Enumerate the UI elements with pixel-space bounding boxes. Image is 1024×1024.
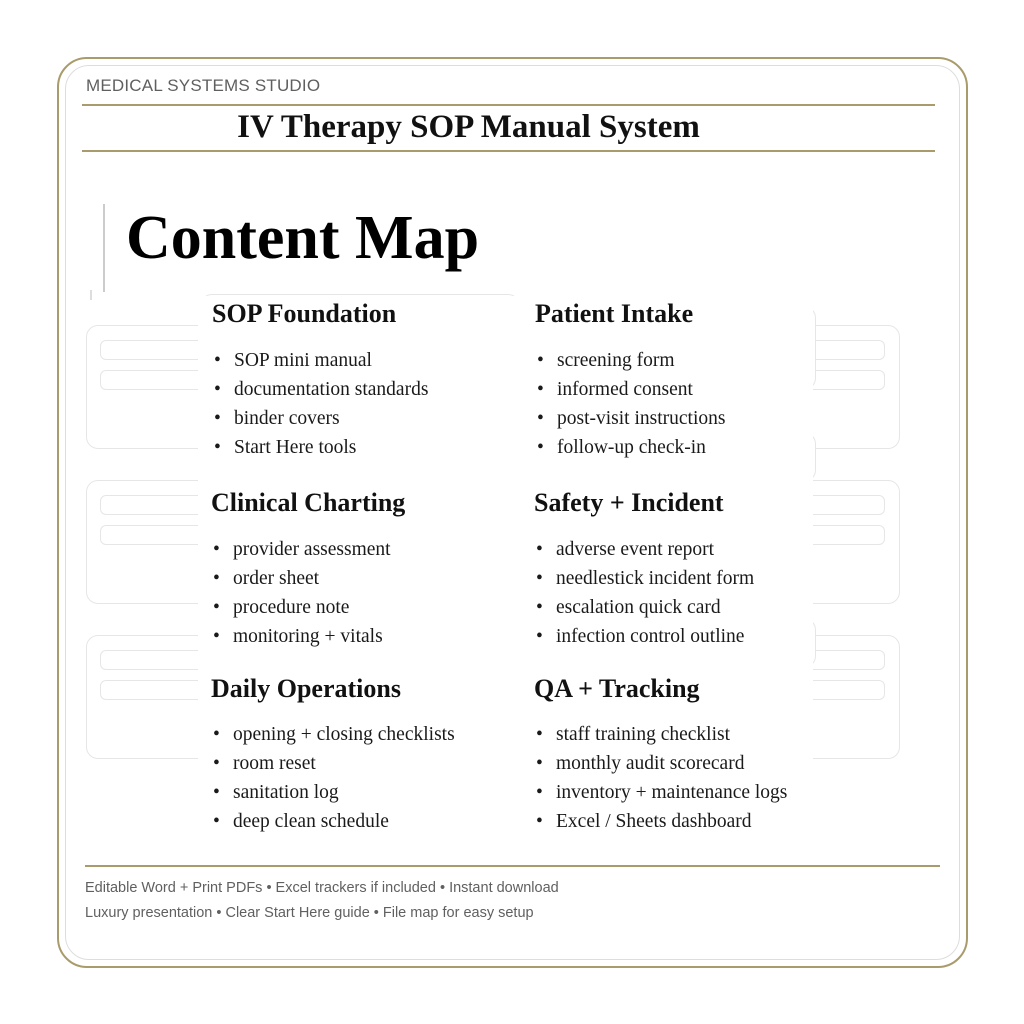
bullet-icon: • <box>213 811 220 832</box>
footer-features-line: Editable Word + Print PDFs • Excel trackers if included • Instant download <box>85 880 559 896</box>
bullet-icon: • <box>213 568 220 589</box>
list-item-label: binder covers <box>234 408 340 429</box>
content-map-heading: Content Map <box>126 204 480 272</box>
section-list <box>212 346 428 462</box>
list-item-label: monthly audit scorecard <box>556 753 745 774</box>
list-item-label: documentation standards <box>234 379 429 400</box>
list-item-label: order sheet <box>233 568 320 589</box>
bullet-icon: • <box>536 626 543 647</box>
list-item-label: provider assessment <box>233 539 391 560</box>
list-item-label: Excel / Sheets dashboard <box>556 811 752 832</box>
heading-accent-bar <box>103 204 105 292</box>
list-item <box>211 720 455 749</box>
bullet-icon: • <box>537 408 544 429</box>
list-item <box>211 807 455 836</box>
list-item-label: informed consent <box>557 379 693 400</box>
list-item <box>211 593 391 622</box>
list-item-label: infection control outline <box>556 626 745 647</box>
ghost-line <box>100 525 210 545</box>
list-item-label: adverse event report <box>556 539 715 560</box>
list-item <box>534 622 754 651</box>
section-title: Daily Operations <box>211 674 401 703</box>
list-item <box>535 433 725 462</box>
section-title: Patient Intake <box>535 299 694 328</box>
section-list <box>534 720 787 836</box>
footer-benefits-line: Luxury presentation • Clear Start Here guide • File map for easy setup <box>85 905 534 921</box>
list-item-label: SOP mini manual <box>234 350 372 371</box>
list-item-label: staff training checklist <box>556 724 731 745</box>
list-item <box>212 375 428 404</box>
list-item <box>212 346 428 375</box>
bullet-icon: • <box>536 597 543 618</box>
list-item <box>211 564 391 593</box>
bullet-icon: • <box>214 379 221 400</box>
bullet-icon: • <box>213 597 220 618</box>
list-item <box>534 564 754 593</box>
bullet-icon: • <box>536 782 543 803</box>
bullet-icon: • <box>536 811 543 832</box>
list-item <box>211 622 391 651</box>
section-title: Safety + Incident <box>534 488 724 517</box>
list-item <box>534 778 787 807</box>
list-item <box>211 778 455 807</box>
page-title: IV Therapy SOP Manual System <box>237 109 700 145</box>
section-title: Clinical Charting <box>211 488 406 517</box>
bullet-icon: • <box>214 350 221 371</box>
bullet-icon: • <box>213 539 220 560</box>
bullet-icon: • <box>213 782 220 803</box>
list-item <box>534 720 787 749</box>
list-item-label: follow-up check-in <box>557 437 706 458</box>
footer-divider <box>85 865 940 867</box>
bullet-icon: • <box>213 724 220 745</box>
list-item-label: post-visit instructions <box>557 408 726 429</box>
list-item-label: deep clean schedule <box>233 811 389 832</box>
list-item <box>211 749 455 778</box>
list-item-label: inventory + maintenance logs <box>556 782 788 803</box>
list-item-label: opening + closing checklists <box>233 724 455 745</box>
bullet-icon: • <box>213 753 220 774</box>
bullet-icon: • <box>537 350 544 371</box>
list-item <box>534 535 754 564</box>
heading-accent-tick <box>90 290 92 300</box>
section-list <box>535 346 725 462</box>
bullet-icon: • <box>536 568 543 589</box>
list-item-label: procedure note <box>233 597 350 618</box>
list-item <box>534 749 787 778</box>
bullet-icon: • <box>536 539 543 560</box>
bullet-icon: • <box>214 408 221 429</box>
title-divider <box>82 150 935 152</box>
section-title: SOP Foundation <box>212 299 397 328</box>
section-list <box>211 720 455 836</box>
list-item <box>534 593 754 622</box>
ghost-line <box>100 495 210 515</box>
list-item <box>535 404 725 433</box>
list-item-label: screening form <box>557 350 675 371</box>
list-item <box>535 375 725 404</box>
section-list <box>211 535 391 651</box>
section-title: QA + Tracking <box>534 674 700 703</box>
bullet-icon: • <box>536 753 543 774</box>
ghost-line <box>100 680 210 700</box>
section-list <box>534 535 754 651</box>
studio-name: MEDICAL SYSTEMS STUDIO <box>86 76 321 95</box>
ghost-line <box>100 370 210 390</box>
list-item <box>212 433 428 462</box>
list-item <box>535 346 725 375</box>
header-divider <box>82 104 935 106</box>
list-item <box>212 404 428 433</box>
list-item-label: Start Here tools <box>234 437 357 458</box>
list-item-label: monitoring + vitals <box>233 626 383 647</box>
bullet-icon: • <box>537 379 544 400</box>
list-item-label: escalation quick card <box>556 597 721 618</box>
list-item <box>534 807 787 836</box>
list-item-label: needlestick incident form <box>556 568 755 589</box>
bullet-icon: • <box>537 437 544 458</box>
bullet-icon: • <box>214 437 221 458</box>
bullet-icon: • <box>536 724 543 745</box>
list-item <box>211 535 391 564</box>
bullet-icon: • <box>213 626 220 647</box>
list-item-label: sanitation log <box>233 782 339 803</box>
ghost-line <box>100 650 210 670</box>
list-item-label: room reset <box>233 753 316 774</box>
ghost-line <box>100 340 210 360</box>
